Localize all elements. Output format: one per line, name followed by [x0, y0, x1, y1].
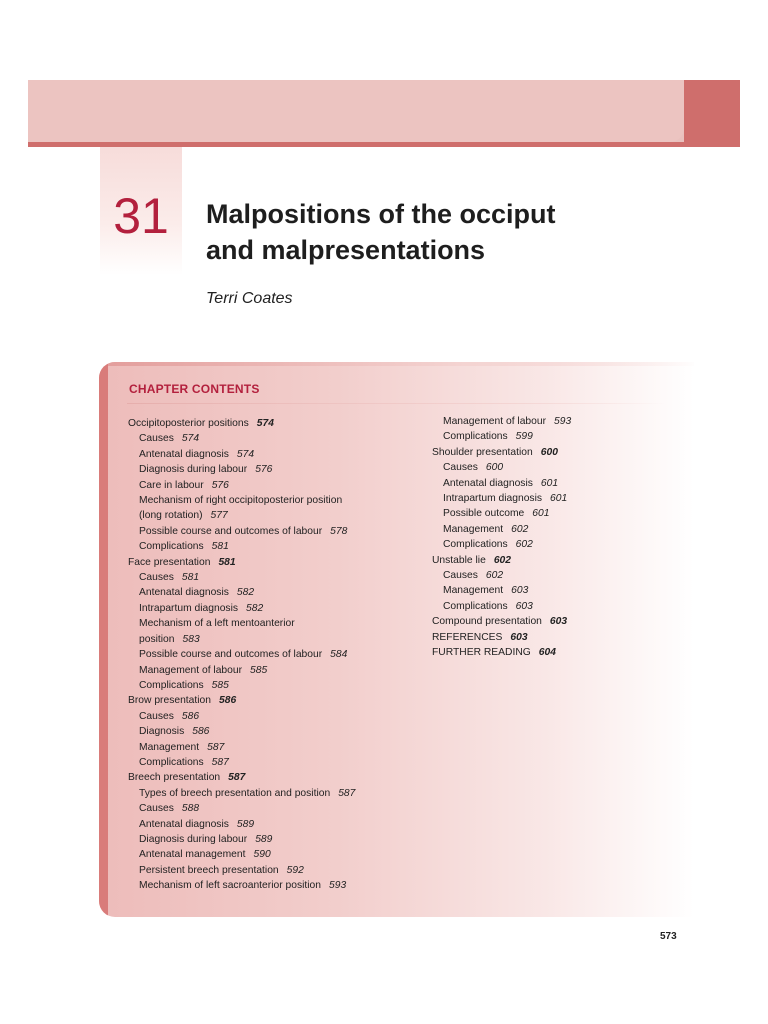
contents-subsection-entry — [128, 462, 418, 477]
contents-entry-page: 600 — [485, 462, 504, 474]
contents-divider — [127, 403, 667, 404]
contents-entry-page: 585 — [250, 664, 268, 676]
contents-section-entry — [432, 553, 672, 568]
contents-entry-page: 581 — [211, 541, 229, 553]
contents-entry-title: Diagnosis — [139, 726, 185, 738]
contents-entry-title: Diagnosis during labour — [139, 833, 248, 845]
contents-entry-title: Compound presentation — [432, 616, 542, 628]
contents-subsection-entry — [128, 570, 418, 585]
contents-entry-page: 586 — [192, 726, 210, 738]
contents-entry-title: Possible course and outcomes of labour — [139, 525, 323, 537]
contents-entry-page: 586 — [219, 695, 237, 707]
contents-entry-title: Unstable lie — [432, 554, 486, 566]
contents-entry-page: 599 — [515, 431, 533, 443]
contents-subsection-entry — [128, 478, 418, 493]
contents-entry-title: Antenatal diagnosis — [139, 448, 229, 460]
contents-entry-page: 601 — [550, 493, 568, 505]
contents-entry-title: Management — [139, 741, 200, 753]
contents-entry-page: 602 — [515, 539, 533, 551]
contents-entry-page: 590 — [253, 849, 271, 861]
contents-entry-page: 592 — [286, 864, 304, 876]
contents-entry-page: 601 — [532, 508, 550, 520]
contents-column-right — [432, 414, 672, 661]
contents-entry-page: 587 — [338, 787, 356, 799]
header-band — [28, 80, 740, 146]
contents-section-entry — [432, 445, 672, 460]
contents-subsection-entry — [128, 786, 418, 801]
contents-entry-title: Mechanism of a left mentoanterior — [139, 618, 295, 630]
chapter-number: 31 — [113, 188, 169, 244]
contents-entry-title: Occipitoposterior positions — [128, 418, 249, 429]
chapter-title-line-2: and malpresentations — [206, 235, 486, 265]
contents-subsection-entry — [432, 522, 672, 537]
contents-entry-title: Complications — [443, 431, 508, 443]
contents-entry-title: Persistent breech presentation — [139, 864, 279, 876]
contents-subsection-entry — [432, 537, 672, 552]
chapter-title-line-1: Malpositions of the occiput — [206, 199, 556, 229]
contents-entry-title: Antenatal diagnosis — [139, 818, 229, 830]
contents-entry-page: 601 — [540, 477, 559, 489]
header-band-accent — [684, 80, 740, 146]
contents-entry-title: Types of breech presentation and position — [139, 787, 331, 799]
contents-entry-title: REFERENCES — [432, 631, 503, 643]
contents-entry-page: 574 — [236, 448, 255, 460]
contents-entry-page: 602 — [511, 523, 529, 535]
contents-entry-title: Complications — [139, 679, 204, 691]
contents-entry-title: Antenatal diagnosis — [443, 477, 533, 489]
contents-entry-page: 602 — [485, 570, 504, 582]
contents-entry-title: Shoulder presentation — [432, 446, 533, 458]
contents-entry-page: 576 — [255, 464, 273, 476]
contents-entry-page: 603 — [511, 585, 529, 597]
contents-entry-title: Management — [443, 523, 504, 535]
contents-subsection-entry — [128, 801, 418, 816]
contents-entry-page: 589 — [236, 818, 255, 830]
contents-section-entry — [128, 693, 418, 708]
contents-subsection-entry — [432, 568, 672, 583]
contents-entry-page: 585 — [211, 679, 229, 691]
contents-entry-page: 603 — [515, 600, 533, 612]
contents-entry-page: 584 — [330, 649, 348, 661]
contents-box-top-edge — [108, 362, 694, 366]
contents-entry-title: Breech presentation — [128, 772, 221, 784]
contents-subsection-entry — [128, 647, 418, 662]
contents-subsection-entry — [128, 524, 418, 539]
contents-entry-page: 593 — [329, 880, 347, 892]
contents-section-entry — [432, 614, 672, 629]
contents-subsection-entry — [128, 539, 418, 554]
contents-entry-page: 582 — [246, 602, 264, 614]
contents-section-entry — [432, 645, 672, 660]
contents-subsection-entry — [432, 460, 672, 475]
contents-subsection-entry — [128, 447, 418, 462]
chapter-author: Terri Coates — [206, 290, 293, 307]
contents-subsection-entry — [128, 601, 418, 616]
contents-entry-page: 576 — [211, 479, 229, 491]
contents-heading: CHAPTER CONTENTS — [129, 382, 260, 396]
contents-entry-page: 582 — [236, 587, 255, 599]
contents-subsection-entry — [432, 599, 672, 614]
contents-entry-title: Diagnosis during labour — [139, 464, 248, 476]
contents-subsection-entry — [128, 632, 418, 647]
contents-entry-title: Intrapartum diagnosis — [139, 602, 239, 614]
contents-subsection-entry — [128, 724, 418, 739]
contents-entry-page: 577 — [210, 510, 228, 522]
contents-subsection-entry — [432, 506, 672, 521]
contents-entry-page: 574 — [256, 418, 274, 429]
contents-entry-title: Antenatal diagnosis — [139, 587, 229, 599]
contents-section-entry — [432, 630, 672, 645]
contents-entry-page: 602 — [493, 554, 511, 566]
contents-subsection-entry — [432, 583, 672, 598]
contents-entry-page: 586 — [181, 710, 200, 722]
contents-entry-page: 587 — [207, 741, 225, 753]
chapter-title — [206, 196, 726, 268]
contents-subsection-entry — [128, 493, 418, 508]
contents-section-entry — [128, 555, 418, 570]
contents-subsection-entry — [128, 817, 418, 832]
contents-subsection-entry — [128, 709, 418, 724]
contents-entry-page: 581 — [181, 572, 200, 584]
contents-entry-title: Face presentation — [128, 556, 211, 568]
contents-subsection-entry — [432, 491, 672, 506]
contents-entry-page: 581 — [218, 556, 236, 568]
contents-entry-title: FURTHER READING — [432, 647, 531, 659]
contents-subsection-entry — [128, 585, 418, 600]
contents-section-entry — [128, 416, 418, 431]
contents-subsection-entry — [128, 663, 418, 678]
contents-entry-page: 603 — [549, 616, 568, 628]
contents-entry-title: Mechanism of right occipitoposterior position — [139, 495, 343, 507]
chapter-contents-box — [99, 362, 694, 917]
contents-subsection-entry — [128, 755, 418, 770]
contents-column-left — [128, 416, 418, 894]
contents-entry-title: Causes — [443, 570, 478, 582]
contents-subsection-entry — [128, 863, 418, 878]
contents-subsection-entry — [432, 414, 672, 429]
contents-subsection-entry — [128, 678, 418, 693]
contents-entry-title: Causes — [139, 710, 174, 722]
contents-entry-title: Complications — [139, 541, 204, 553]
contents-entry-title: Complications — [139, 756, 204, 768]
contents-entry-page: 593 — [554, 416, 572, 427]
contents-entry-page: 574 — [181, 433, 200, 445]
contents-subsection-entry — [432, 476, 672, 491]
contents-subsection-entry — [128, 740, 418, 755]
contents-entry-page: 589 — [255, 833, 273, 845]
contents-entry-page: 587 — [228, 772, 246, 784]
contents-subsection-entry — [128, 847, 418, 862]
contents-entry-title: Causes — [139, 572, 174, 584]
contents-entry-title: Complications — [443, 600, 508, 612]
contents-entry-page: 600 — [540, 446, 558, 458]
page-number: 573 — [660, 931, 677, 942]
contents-subsection-entry — [128, 616, 418, 631]
contents-entry-title: Management — [443, 585, 504, 597]
contents-box-left-edge — [99, 362, 108, 917]
contents-subsection-entry — [128, 431, 418, 446]
contents-entry-page: 588 — [181, 803, 200, 815]
contents-entry-title: Care in labour — [139, 479, 204, 491]
contents-entry-title: Causes — [139, 803, 174, 815]
contents-entry-title: Possible course and outcomes of labour — [139, 649, 323, 661]
contents-entry-title: Causes — [139, 433, 174, 445]
contents-entry-title: Mechanism of left sacroanterior position — [139, 880, 321, 892]
contents-entry-title: position — [139, 633, 175, 645]
contents-entry-title: Complications — [443, 539, 508, 551]
contents-subsection-entry — [128, 878, 418, 893]
contents-entry-title: Management of labour — [443, 416, 547, 427]
contents-subsection-entry — [432, 429, 672, 444]
contents-subsection-entry — [128, 832, 418, 847]
contents-entry-page: 578 — [330, 525, 348, 537]
contents-entry-title: Brow presentation — [128, 695, 211, 707]
header-band-inner — [28, 80, 684, 142]
contents-entry-page: 587 — [211, 756, 229, 768]
contents-entry-title: (long rotation) — [139, 510, 203, 522]
contents-entry-page: 604 — [538, 647, 556, 659]
contents-subsection-entry — [128, 508, 418, 523]
contents-entry-page: 603 — [510, 631, 528, 643]
contents-entry-title: Causes — [443, 462, 478, 474]
contents-section-entry — [128, 770, 418, 785]
contents-entry-title: Possible outcome — [443, 508, 525, 520]
contents-entry-page: 583 — [182, 633, 200, 645]
contents-entry-title: Intrapartum diagnosis — [443, 493, 543, 505]
contents-entry-title: Antenatal management — [139, 849, 246, 861]
contents-entry-title: Management of labour — [139, 664, 243, 676]
